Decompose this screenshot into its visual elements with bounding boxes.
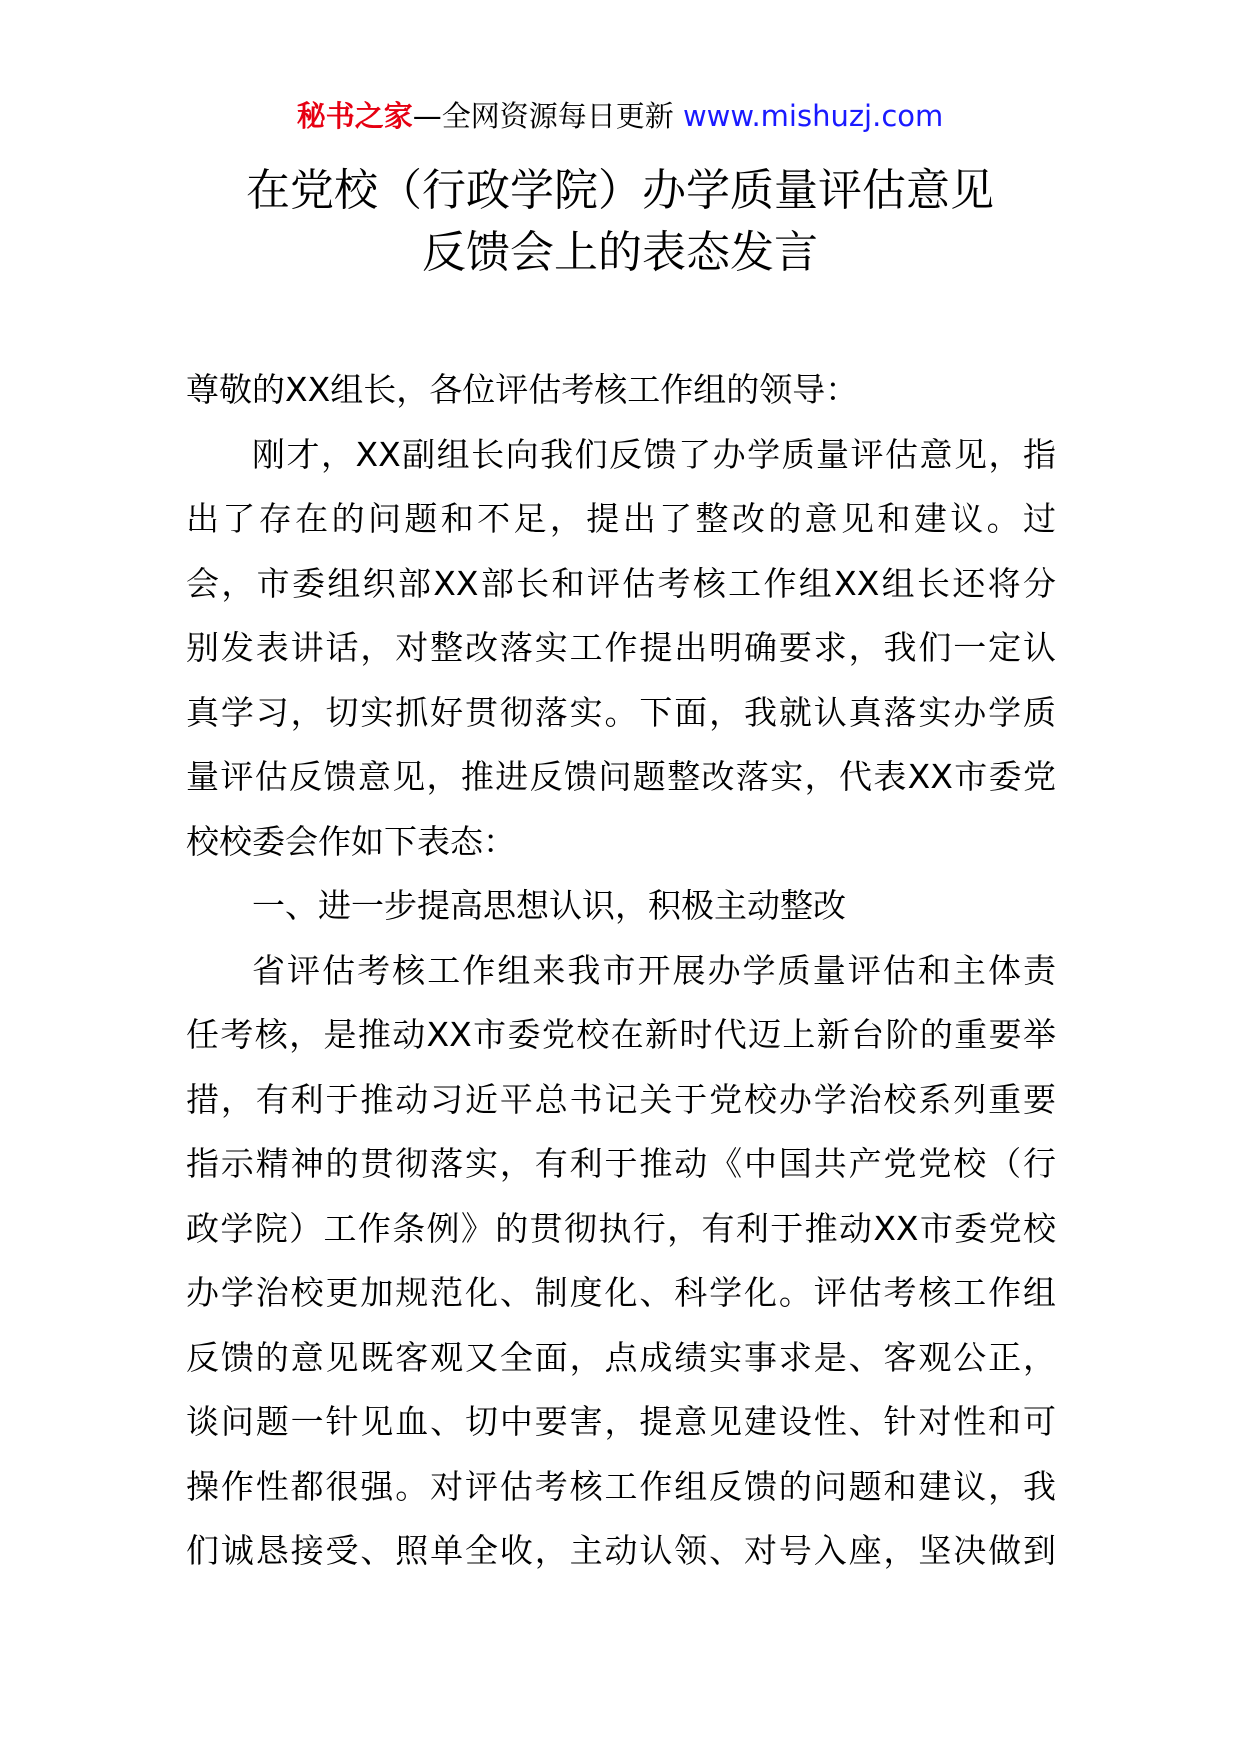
paragraph-line: 谈问题一针见血、切中要害，提意见建设性、针对性和可 — [186, 1402, 1056, 1441]
document-body — [186, 358, 1056, 1584]
paragraph-line: 措，有利于推动习近平总书记关于党校办学治校系列重要 — [186, 1079, 1056, 1119]
paragraph-line: 省评估考核工作组来我市开展办学质量评估和主体责 — [252, 950, 1056, 990]
paragraph-line: 们诚恳接受、照单全收，主动认领、对号入座，坚决做到 — [186, 1531, 1056, 1570]
paragraph-line: 任考核，是推动XX市委党校在新时代迈上新台阶的重要举 — [186, 1015, 1056, 1054]
section-heading: 一、进一步提高思想认识，积极主动整改 — [252, 886, 846, 925]
paragraph-line: 会，市委组织部XX部长和评估考核工作组XX组长还将分 — [186, 563, 1056, 603]
salutation: 尊敬的XX组长，各位评估考核工作组的领导： — [186, 370, 859, 409]
title-line-1: 在党校（行政学院）办学质量评估意见 — [246, 165, 994, 216]
paragraph-line: 真学习，切实抓好贯彻落实。下面，我就认真落实办学质 — [186, 692, 1056, 732]
site-url-link[interactable]: www.mishuzj.com — [682, 99, 944, 133]
paragraph-line: 别发表讲话，对整改落实工作提出明确要求，我们一定认 — [186, 628, 1056, 667]
paragraph-line: 量评估反馈意见，推进反馈问题整改落实，代表XX市委党 — [186, 757, 1056, 796]
site-tagline: —全网资源每日更新 — [412, 99, 683, 133]
site-header — [0, 96, 1240, 136]
paragraph-line: 校校委会作如下表态： — [186, 821, 516, 861]
paragraph-line: 政学院）工作条例》的贯彻执行，有利于推动XX市委党校 — [186, 1208, 1056, 1248]
paragraph-line: 操作性都很强。对评估考核工作组反馈的问题和建议，我 — [186, 1466, 1056, 1506]
paragraph-line: 反馈的意见既客观又全面，点成绩实事求是、客观公正， — [186, 1337, 1056, 1377]
paragraph-line: 指示精神的贯彻落实，有利于推动《中国共产党党校（行 — [186, 1144, 1056, 1183]
paragraph-line: 办学治校更加规范化、制度化、科学化。评估考核工作组 — [186, 1273, 1056, 1312]
paragraph-line: 出了存在的问题和不足，提出了整改的意见和建议。过 — [186, 499, 1056, 538]
title-line-2: 反馈会上的表态发言 — [422, 227, 818, 278]
site-brand: 秘书之家 — [296, 99, 413, 133]
paragraph-line: 刚才，XX副组长向我们反馈了办学质量评估意见，指 — [252, 434, 1056, 474]
document-title — [0, 160, 1240, 284]
